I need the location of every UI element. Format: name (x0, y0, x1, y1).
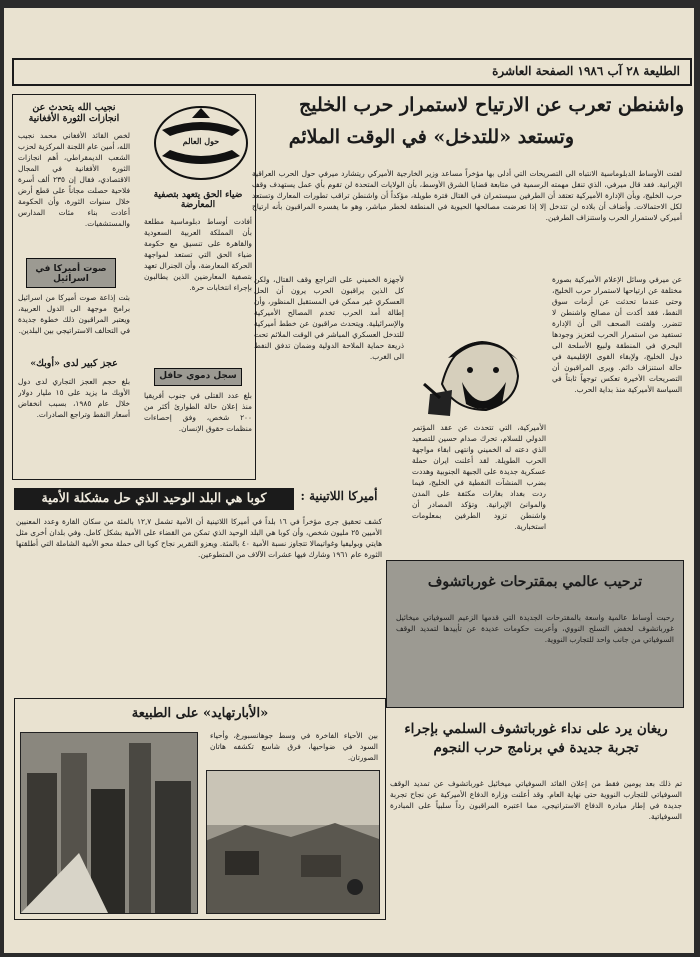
date-line: الطليعة ٢٨ آب ١٩٨٦ الصفحة العاشرة (492, 64, 680, 78)
reagan-title: ريغان يرد على نداء غورباتشوف السلمي بإجراء تجربة جديدة في برنامج حرب النجوم (404, 721, 668, 756)
lead-column-left: لأجهزة الخميني على التراجع وقف القتال، ولكن كل الذين يراقبون الحرب يرون أن الحل العسكري غير ممكن في المستقبل المنظور، وأن إطالة أمد الحرب تخدم المصالح الأميركية والإسرائيلية. ويتحدث مراقبون عن خطط أميركية للتدخل العسكري المباشر في الوقت الملائم تحت ذريعة حماية الملاحة الدولية وضمان تدفق النفط الى الغرب. (254, 275, 404, 361)
newspaper-page (4, 8, 694, 953)
gorbachev-body: رحبت أوساط عالمية واسعة بالمقترحات الجديدة التي قدمها الزعيم السوفياتي ميخائيل غورباتشوف لخفض التسلح النووي، وأعربت حكومات عديدة عن تأييدها لتمديد الوقف السوفياتي من جانب واحد للتجارب النووية. (396, 613, 674, 644)
zia-title: ضياء الحق يتعهد بتصفية المعارضة (153, 190, 243, 210)
world-logo-text: حول العالم (182, 136, 220, 146)
opec-title: عجز كبير لدى «أوبك» (30, 358, 118, 369)
lead-headline-2: وتستعد «للتدخل» في الوقت الملائم (288, 126, 574, 148)
world-logo (152, 104, 250, 182)
opec-body: بلغ حجم العجز التجاري لدى دول الأوبك ما يزيد على ١٥ مليار دولار خلال عام ١٩٨٥، بسبب انخفاض أسعار النفط وتراجع الصادرات. (18, 377, 130, 419)
township-photo (206, 770, 380, 914)
lead-headline-1: واشنطن تعرب عن الارتياح لاستمرار حرب الخليج (299, 94, 684, 116)
afghan-body: لخص القائد الأفغاني محمد نجيب الله، أمين عام اللجنة المركزية لحزب الشعب الديمقراطي، أهم انجازات الثورة الأفغانية في المجال الاقتصادي، فقال إن ٢٣٥ ألف أسرة فلاحية حصلت مجاناً على قطع أرض خلال سنوات الثورة، وأن الحكومة أعادت بناء مئات المدارس والمستشفيات. (18, 131, 130, 228)
bloody-record-title: سجل دموي حافل (154, 368, 242, 386)
apartheid-title: «الأبارتهايد» على الطبيعة (131, 706, 269, 721)
voa-title: صوت أميركا في اسرائيل (26, 258, 116, 288)
lead-column-middle: الأميركية، التي تتحدث عن عقد المؤتمر الدولي للسلام، تحرك صدام حسين للتصعيد الذي دعته له الخميني وانتهى ابقاء مواجهة الحرب الطويلة. لقد أعلنت ايران حملة عسكرية جديدة على الجبهة الجنوبية وهددت بضرب المنشآت النفطية في الخليج، فيما ردت بغداد بغارات مكثفة على المدن والموانئ الإيرانية. وتؤكد المصادر أن واشنطن تزود الطرفين بمعلومات استخبارية. (412, 423, 546, 531)
lead-column-right: عن ميرفي وسائل الإعلام الأميركية بصورة مختلفة عن ارتياحها لاستمرار حرب الخليج، وحتى عندما تحدثت عن أزمات سوق النفط، فقد أكدت أن مصالح واشنطن لا تتضرر. ولفتت الصحف الى أن الإدارة تستفيد من استمرار الحرب لتعزيز وجودها البحري في المنطقة ولبيع الأسلحة الى دول الخليج، ولإبقاء القوى الإقليمية في حالة استنزاف دائم. ويرى المراقبون أن التصريحات الأخيرة تعكس توجهاً ثابتاً في السياسة الأميركية منذ بداية الحرب. (552, 275, 682, 394)
reagan-body: تم ذلك بعد يومين فقط من إعلان القائد السوفياتي ميخائيل غورباتشوف عن تمديد الوقف السوفياتي للتجارب النووية حتى نهاية العام. وقد أعلنت وزارة الدفاع الأميركية عن نجاح تجربة جديدة في إطار مبادرة الدفاع الاستراتيجي، مما اعتبره المراقبون رداً سلبياً على المبادرة السوفياتية. (390, 779, 682, 821)
bloody-record-body: بلغ عدد القتلى في جنوب أفريقيا منذ إعلان حالة الطوارئ أكثر من ٢٠٠ شخص، وفق إحصاءات منظمات حقوق الإنسان. (144, 391, 252, 433)
voa-body: بثت إذاعة صوت أميركا من اسرائيل برامج موجهة الى الدول العربية، ويعتبر المراقبون ذلك خطوة جديدة في التحالف الاستراتيجي بين البلدين. (18, 293, 130, 335)
afghan-title: نجيب الله يتحدث عن انجازات الثورة الأفغانية (28, 102, 120, 124)
apartheid-caption: بين الأحياء الفاخرة في وسط جوهانسبورغ، وأحياء السود في ضواحيها، فرق شاسع تكشفه هاتان الصورتان. (210, 731, 378, 762)
latin-america-label: أميركا اللاتينية : (300, 489, 378, 503)
cuba-banner: كوبا هي البلد الوحيد الذي حل مشكلة الأمية (41, 490, 267, 505)
khomeini-caricature (422, 324, 534, 420)
city-skyline-photo (20, 732, 198, 914)
page-header (12, 58, 692, 86)
zia-body: أفادت أوساط دبلوماسية مطلعة بأن المملكة العربية السعودية والقاهرة على تنسيق مع حكومة ضياء الحق التي تستعد لمواجهة الحركة المعارضة، وأن الجنرال تعهد بتصفية المعارضين الذين يطالبون بإجراء انتخابات حرة. (144, 217, 252, 292)
gorbachev-title: ترحيب عالمي بمقترحات غورباتشوف (427, 574, 643, 590)
cuba-body: كشف تحقيق جرى مؤخراً في ١٦ بلداً في أميركا اللاتينية أن الأمية تشمل ١٢,٧ بالمئة من سكان القارة وعدد المعنيين الأميين ٢٥ مليون شخص، وأن كوبا هي البلد الوحيد الذي تمكن من القضاء على الأمية بشكل كامل. وفي بلدان أخرى مثل هايتي وبوليفيا وغواتيمالا تتجاوز نسبة الأمية ٤٠ بالمئة. ويعزو التقرير نجاح كوبا الى حملة محو الأمية الشاملة التي أطلقتها الثورة عام ١٩٦١ وشارك فيها عشرات الآلاف من المتطوعين. (16, 517, 382, 559)
lead-intro: لفتت الأوساط الدبلوماسية الانتباه الى التصريحات التي أدلى بها مؤخراً مساعد وزير الخارجية الأميركي ريتشارد ميرفي حول الحرب العراقية الإيرانية. فقد قال ميرفي، الذي تنقل مهمته الرسمية في متابعة قضايا الشرق الأوسط، بأن الولايات المتحدة لن تقوم بأي عمل يستهدف وقف حرب الخليج، وبأن الإدارة الأميركية تعتقد أن الطرفين سيستمران في القتال فترة طويلة، مؤكداً أن واشنطن تراقب تطورات المعارك وتستعد لكل الاحتمالات. وأضاف أن بلاده لن تتدخل إلا إذا تعرضت مصالحها الحيوية في المنطقة لخطر مباشر، وهو ما يفسره المراقبون بأنه ارتياح أميركي لاستمرار الحرب واستنزاف الطرفين. (252, 169, 682, 222)
